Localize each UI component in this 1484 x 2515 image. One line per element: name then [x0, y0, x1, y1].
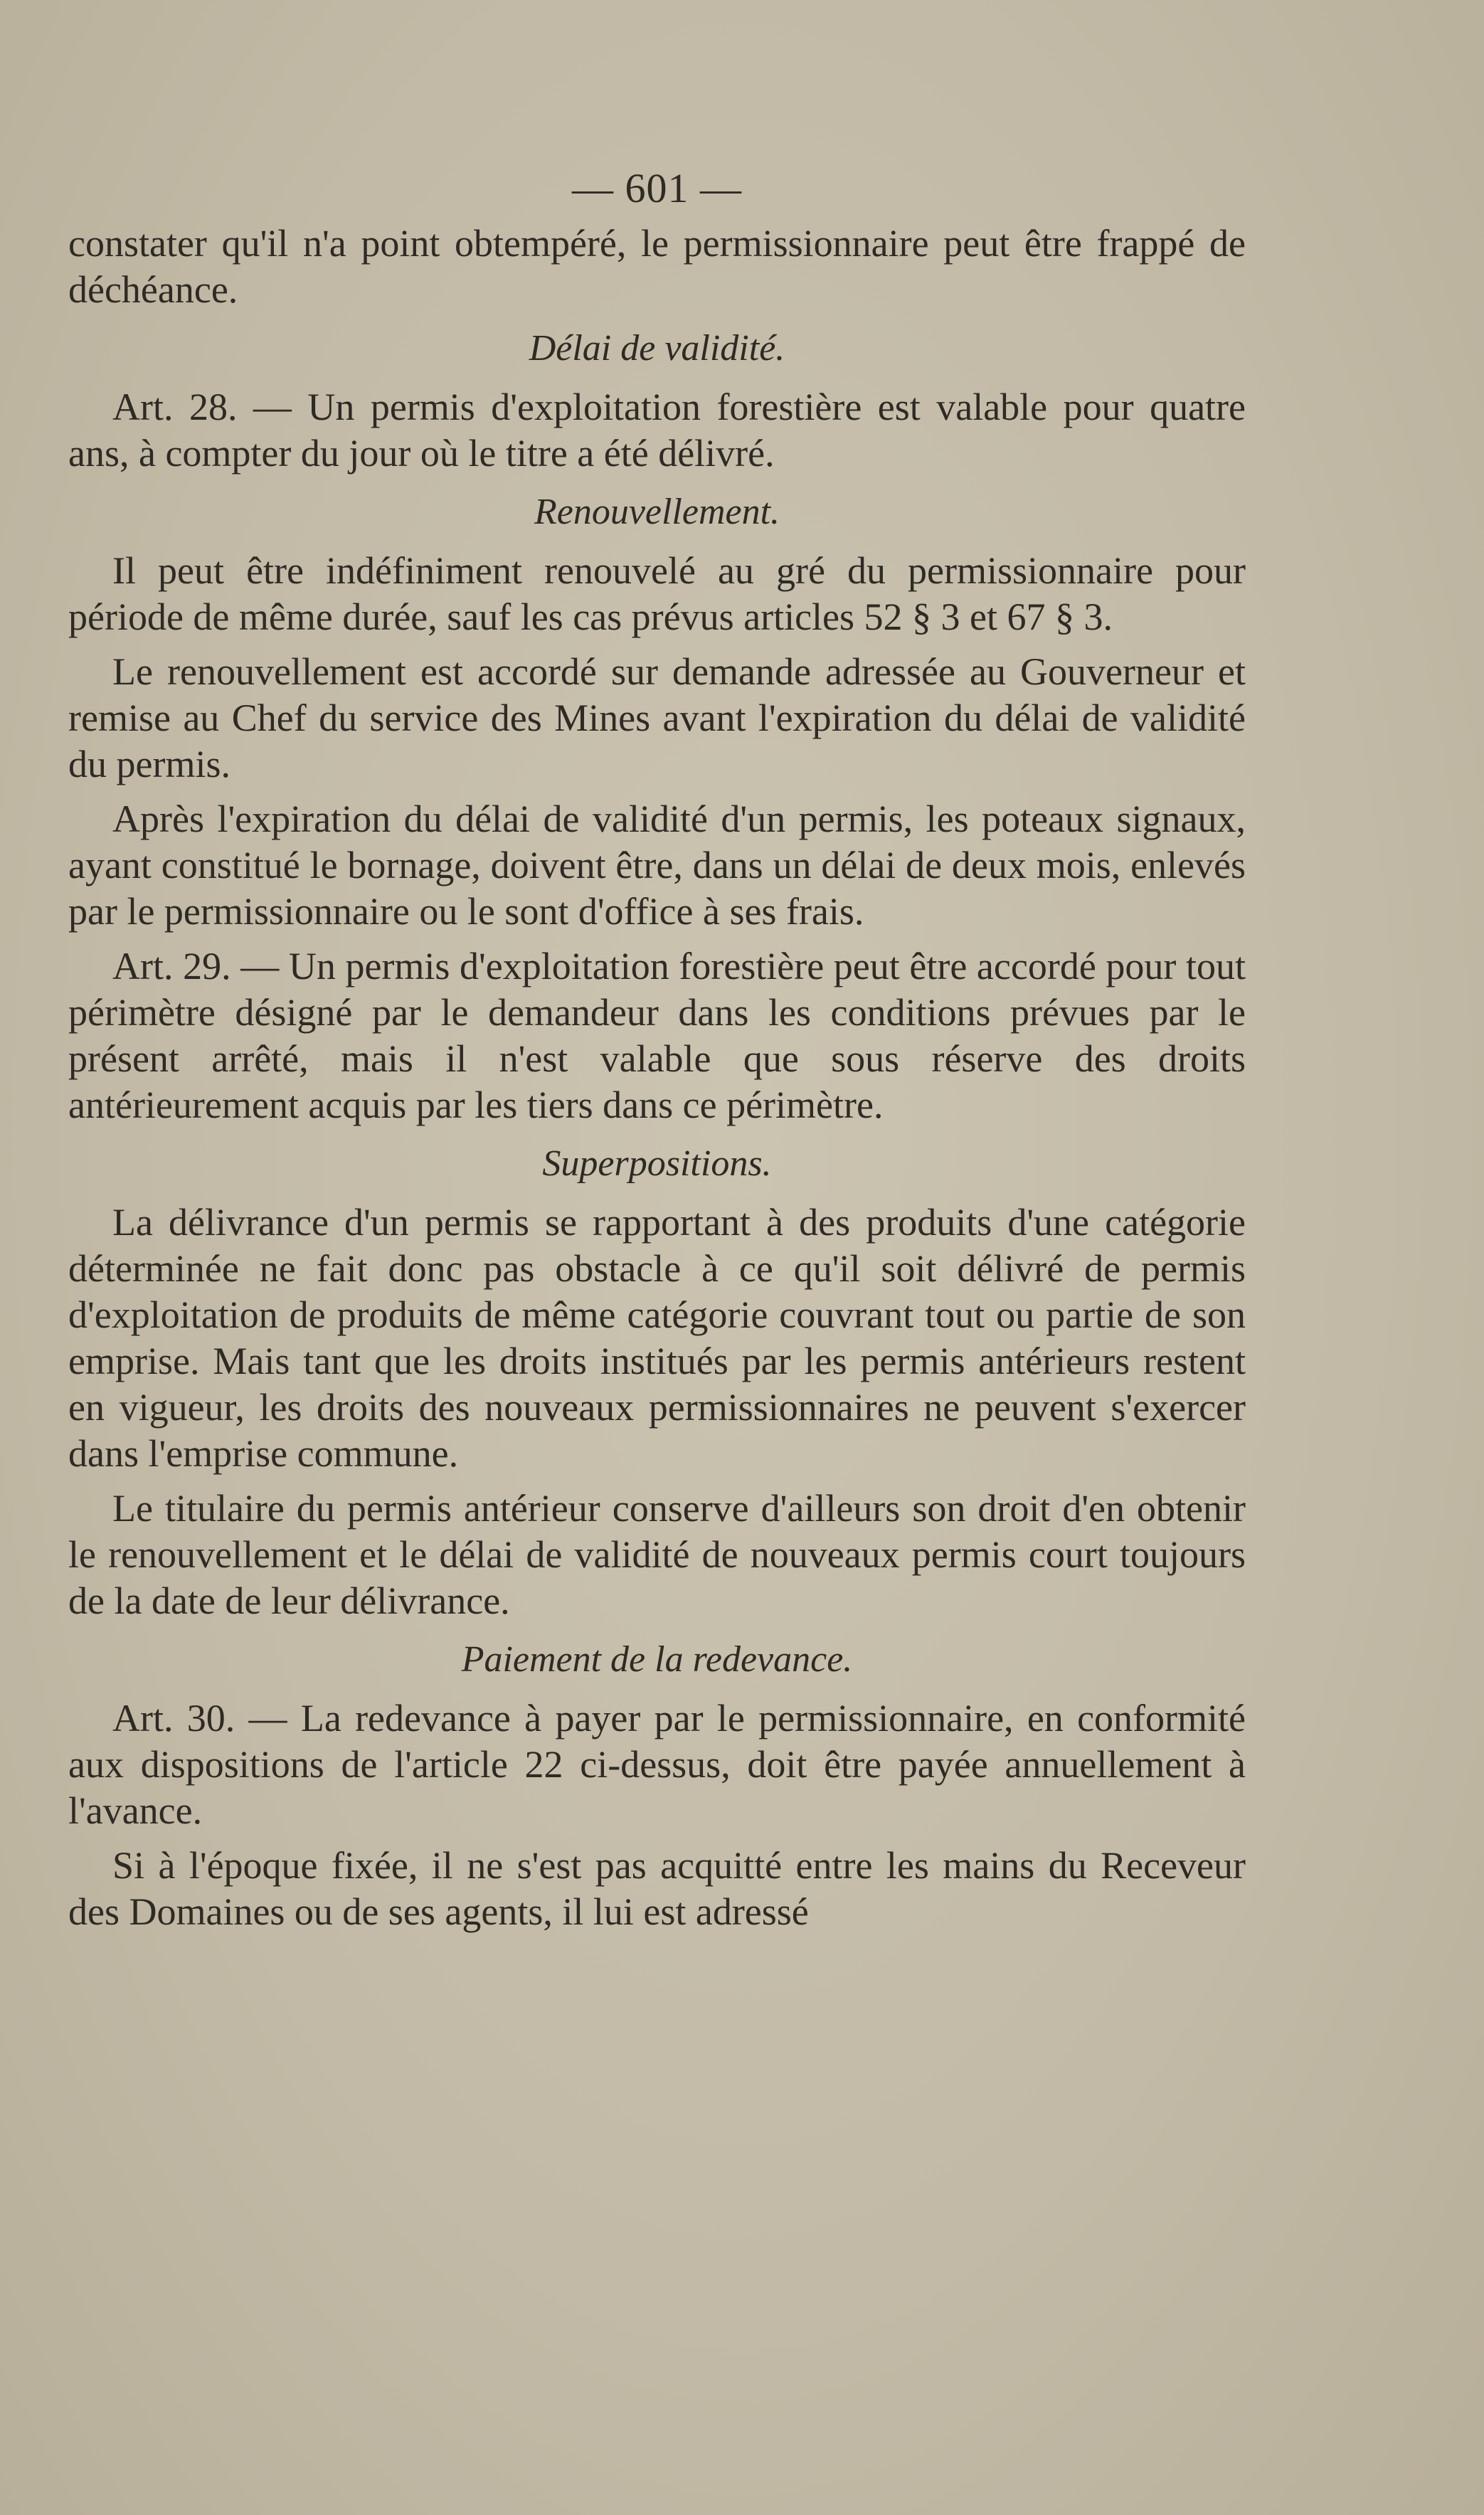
paragraph-superpositions-1: La délivrance d'un permis se rapportant à des produits d'une catégorie déterminée ne fait donc pas obstacle à ce qu'il soit délivré de permis d'exploitation de produits de même catégorie couvrant tout ou partie de son emprise. Mais tant que les droits institués par les permis antérieurs restent en vigueur, les droits des nouveaux permissionnaires ne peuvent s'exercer dans l'emprise commune.	[68, 1201, 1246, 1475]
paragraph-renouvellement-1: Il peut être indéfiniment renouvelé au gré du permissionnaire pour période de même durée, sauf les cas prévus articles 52 § 3 et 67 § 3.	[68, 549, 1246, 638]
paragraph-renouvellement-2: Le renouvellement est accordé sur demande adressée au Gouverneur et remise au Chef du service des Mines avant l'expiration du délai de validité du permis.	[68, 650, 1246, 785]
page-number: — 601 —	[572, 165, 742, 211]
paragraph-art-30: Art. 30. — La redevance à payer par le permissionnaire, en conformité aux dispositions de l'article 22 ci-dessus, doit être payée annuellement à l'avance.	[68, 1697, 1246, 1832]
paragraph-art-29: Art. 29. — Un permis d'exploitation forestière peut être accordé pour tout périmètre désigné par le demandeur dans les conditions prévues par le présent arrêté, mais il n'est valable que sous réserve des droits antérieurement acquis par les tiers dans ce périmètre.	[68, 945, 1246, 1126]
section-heading-delai: Délai de validité.	[529, 328, 785, 369]
paragraph-renouvellement-3: Après l'expiration du délai de validité d'un permis, les poteaux signaux, ayant constitué le bornage, doivent être, dans un délai de deux mois, enlevés par le permissionnaire ou le sont d'office à ses frais.	[68, 798, 1246, 933]
section-heading-paiement: Paiement de la redevance.	[461, 1639, 853, 1680]
section-heading-renouvellement: Renouvellement.	[534, 492, 780, 532]
paragraph-superpositions-2: Le titulaire du permis antérieur conserve d'ailleurs son droit d'en obtenir le renouvellement et le délai de validité de nouveaux permis court toujours de la date de leur délivrance.	[68, 1487, 1246, 1622]
paragraph-paiement-2: Si à l'époque fixée, il ne s'est pas acquitté entre les mains du Receveur des Domaines ou de ses agents, il lui est adressé	[68, 1844, 1246, 1933]
paragraph-art-28: Art. 28. — Un permis d'exploitation forestière est valable pour quatre ans, à compter du jour où le titre a été délivré.	[68, 386, 1246, 475]
section-heading-superpositions: Superpositions.	[542, 1143, 772, 1184]
page-text	[68, 164, 1246, 1935]
paragraph-continuation: constater qu'il n'a point obtempéré, le permissionnaire peut être frappé de déchéance.	[68, 222, 1246, 311]
